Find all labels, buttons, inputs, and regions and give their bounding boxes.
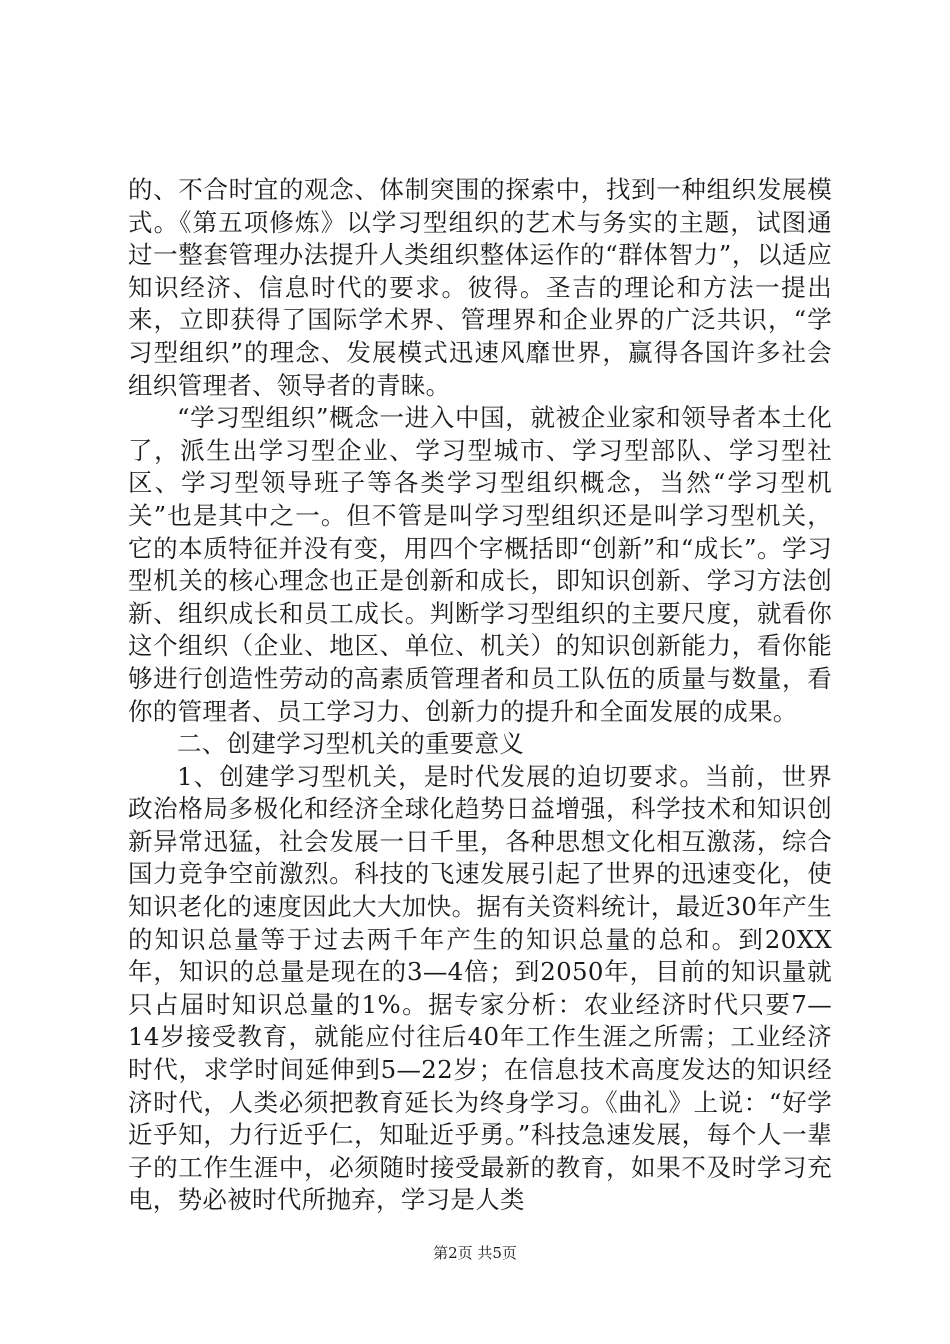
- paragraph-3: 1、创建学习型机关，是时代发展的迫切要求。当前，世界政治格局多极化和经济全球化趋势日益增强，科学技术和知识创新异常迅猛，社会发展一日千里，各种思想文化相互激荡，综合国力竞争空前激烈。科技的飞速发展引起了世界的迅速变化，使知识老化的速度因此大大加快。据有关资料统计，最近30年产生的知识总量等于过去两千年产生的知识总量的总和。到20XX年，知识的总量是现在的3—4倍；到2050年，目前的知识量就只占届时知识总量的1%。据专家分析：农业经济时代只要7—14岁接受教育，就能应付往后40年工作生涯之所需；工业经济时代，求学时间延伸到5—22岁；在信息技术高度发达的知识经济时代，人类必须把教育延长为终身学习。《曲礼》上说：“好学近乎知，力行近乎仁，知耻近乎勇。”科技急速发展，每个人一辈子的工作生涯中，必须随时接受最新的教育，如果不及时学习充电，势必被时代所抛弃，学习是人类: [128, 761, 832, 1215]
- page-footer: [0, 1244, 950, 1262]
- document-body: [128, 174, 832, 1217]
- paragraph-2: “学习型组织”概念一进入中国，就被企业家和领导者本土化了，派生出学习型企业、学习型城市、学习型部队、学习型社区、学习型领导班子等各类学习型组织概念，当然“学习型机关”也是其中之一。但不管是叫学习型组织还是叫学习型机关，它的本质特征并没有变，用四个字概括即“创新”和“成长”。学习型机关的核心理念也正是创新和成长，即知识创新、学习方法创新、组织成长和员工成长。判断学习型组织的主要尺度，就看你这个组织（企业、地区、单位、机关）的知识创新能力，看你能够进行创造性劳动的高素质管理者和员工队伍的质量与数量，看你的管理者、员工学习力、创新力的提升和全面发展的成果。: [128, 403, 833, 726]
- paragraph-1: 的、不合时宜的观念、体制突围的探索中，找到一种组织发展模式。《第五项修炼》以学习型组织的艺术与务实的主题，试图通过一整套管理办法提升人类组织整体运作的“群体智力”，以适应知识经济、信息时代的要求。彼得。圣吉的理论和方法一提出来，立即获得了国际学术界、管理界和企业界的广泛共识，“学习型组织”的理念、发展模式迅速风靡世界，赢得各国许多社会组织管理者、领导者的青睐。: [128, 175, 833, 400]
- page-number: 第2页 共5页: [433, 1244, 517, 1262]
- section-heading: 二、创建学习型机关的重要意义: [177, 729, 525, 759]
